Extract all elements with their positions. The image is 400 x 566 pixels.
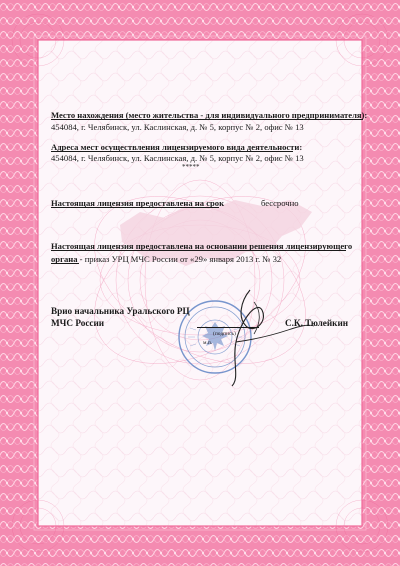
- activity-address: 454084, г. Челябинск, ул. Каслинская, д. № 5, корпус № 2, офис № 13: [51, 153, 304, 163]
- signature-caption: (подпись): [213, 331, 236, 337]
- signer-name: С.К. Тюлейкин: [285, 318, 349, 328]
- stars-separator: *****: [182, 163, 200, 171]
- basis-label-underline-2: [51, 263, 79, 264]
- basis-line2: [51, 254, 281, 264]
- signer-title-line1: Врио начальника Уральского РЦ: [51, 306, 190, 316]
- term-label-underline: [51, 207, 219, 208]
- stamp-place-label: м.п.: [203, 340, 213, 346]
- activity-heading: Адреса мест осуществления лицензируемого вида деятельности:: [51, 142, 303, 152]
- basis-value: - приказ УРЦ МЧС России от «29» января 2013 г. № 32: [77, 254, 282, 264]
- basis-label-line2: органа: [51, 254, 78, 264]
- term-value: бессрочно: [261, 198, 299, 208]
- handwritten-signature: [210, 282, 320, 392]
- basis-label-line1: Настоящая лицензия предоставлена на основании решения лицензирующего: [51, 241, 353, 251]
- term-label: Настоящая лицензия предоставлена на срок: [51, 198, 225, 208]
- location-heading-underline: [51, 119, 363, 120]
- activity-heading-underline: [51, 151, 293, 152]
- location-address: 454084, г. Челябинск, ул. Каслинская, д. № 5, корпус № 2, офис № 13: [51, 122, 304, 132]
- location-heading: Место нахождения (место жительства - для индивидуального предпринимателя):: [51, 110, 368, 120]
- basis-label-underline-1: [51, 250, 346, 251]
- signer-title-line2: МЧС России: [51, 318, 105, 328]
